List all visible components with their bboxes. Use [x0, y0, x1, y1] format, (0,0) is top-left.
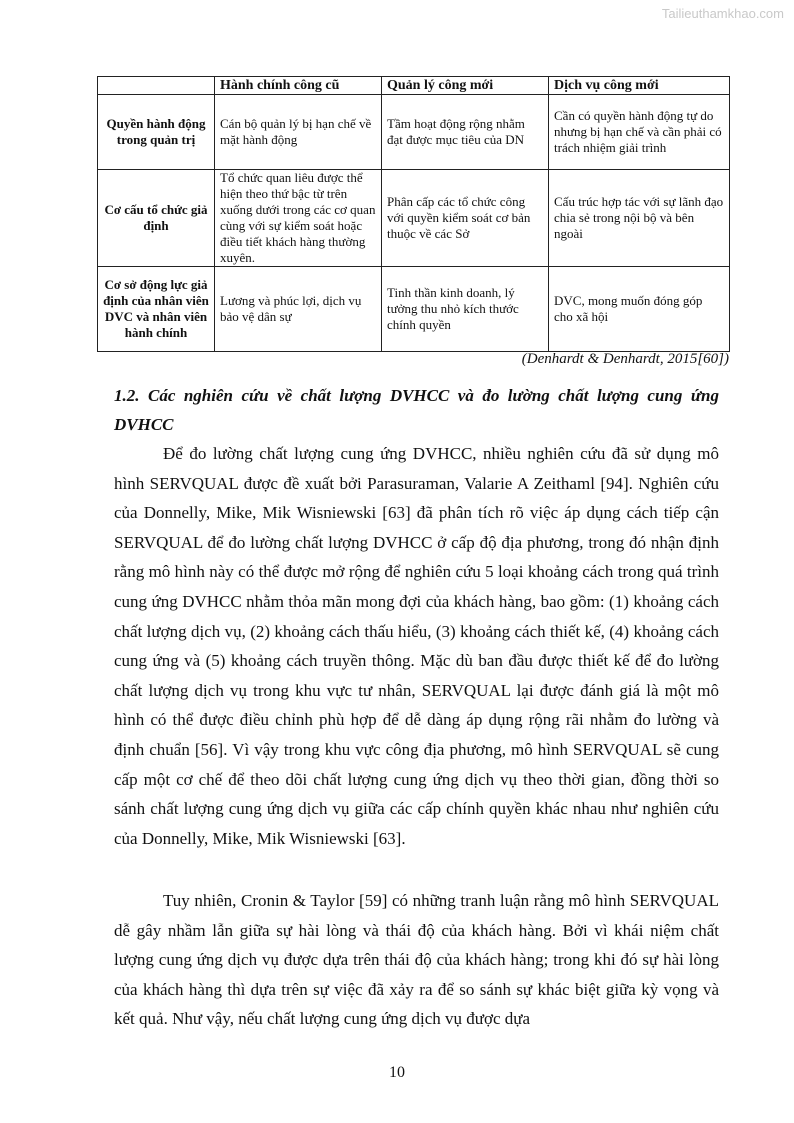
body-paragraph: Tuy nhiên, Cronin & Taylor [59] có những tranh luận rằng mô hình SERVQUAL dễ gây nhầm lẫn giữa sự hài lòng và thái độ của khách hàng. Bởi vì khái niệm chất lượng cung ứng dịch vụ được dựa trên thái độ của khách hàng; trong khi đó sự hài lòng của khách hàng thì dựa trên sự việc đã xảy ra để so sánh sự khác biệt giữa kỳ vọng và kết quả. Như vậy, nếu chất lượng cung ứng dịch vụ được dựa: [114, 891, 719, 1029]
table-header-empty: [98, 77, 215, 95]
table-header-new-management: Quản lý công mới: [382, 77, 549, 95]
table-row: [98, 170, 730, 267]
table-cell: DVC, mong muốn đóng góp cho xã hội: [549, 267, 730, 352]
table-cell: Cần có quyền hành động tự do nhưng bị hạn chế và cần phải có trách nhiệm giải trình: [549, 95, 730, 170]
row-label: Quyền hành động trong quản trị: [98, 95, 215, 170]
page-number: 10: [389, 1064, 405, 1081]
table-cell: Tinh thần kinh doanh, lý tưởng thu nhỏ kích thước chính quyền: [382, 267, 549, 352]
row-label: Cơ cấu tổ chức giả định: [98, 170, 215, 267]
body-paragraph: Để đo lường chất lượng cung ứng DVHCC, nhiều nghiên cứu đã sử dụng mô hình SERVQUAL được đề xuất bởi Parasuraman, Valarie A Zeithaml [94]. Nghiên cứu của Donnelly, Mike, Mik Wisniewski [63] đã phân tích rõ việc áp dụng cách tiếp cận SERVQUAL để đo lường chất lượng DVHCC ở cấp độ địa phương, trong đó nhận định rằng mô hình này có thể được mở rộng để nghiên cứu 5 loại khoảng cách trong quá trình cung ứng DVHCC nhằm thỏa mãn mong đợi của khách hàng, bao gồm: (1) khoảng cách chất lượng dịch vụ, (2) khoảng cách thấu hiểu, (3) khoảng cách thiết kế, (4) khoảng cách cung ứng và (5) khoảng cách truyền thông. Mặc dù ban đầu được thiết kế để đo lường chất lượng dịch vụ trong khu vực tư nhân, SERVQUAL lại được đánh giá là một mô hình có thể được điều chỉnh phù hợp để dễ dàng áp dụng rộng rãi nhằm đo lường và định chuẩn [56]. Vì vậy trong khu vực công địa phương, mô hình SERVQUAL sẽ cung cấp một cơ chế để theo dõi chất lượng cung ứng dịch vụ theo thời gian, đồng thời so sánh chất lượng cung ứng dịch vụ giữa các cấp chính quyền khác nhau như nghiên cứu của Donnelly, Mike, Mik Wisniewski [63].: [114, 444, 719, 848]
row-label: Cơ sở động lực giả định của nhân viên DVC và nhân viên hành chính: [98, 267, 215, 352]
table-cell: Tổ chức quan liêu được thể hiện theo thứ bậc từ trên xuống dưới trong các cơ quan cùng với sự kiểm soát hoặc điều tiết khách hàng thường xuyên.: [215, 170, 382, 267]
table-header-old-admin: Hành chính công cũ: [215, 77, 382, 95]
comparison-table: [97, 76, 730, 352]
table-cell: Lương và phúc lợi, dịch vụ bảo vệ dân sự: [215, 267, 382, 352]
table-cell: Cán bộ quản lý bị hạn chế về mặt hành động: [215, 95, 382, 170]
table-cell: Tầm hoạt động rộng nhằm đạt được mục tiêu của DN: [382, 95, 549, 170]
table-row: [98, 267, 730, 352]
table-row: [98, 95, 730, 170]
watermark: Tailieuthamkhao.com: [661, 6, 784, 21]
table-source-citation: (Denhardt & Denhardt, 2015[60]): [521, 351, 729, 367]
table-header-new-service: Dịch vụ công mới: [549, 77, 730, 95]
section-heading: 1.2. Các nghiên cứu về chất lượng DVHCC và đo lường chất lượng cung ứng DVHCC: [114, 386, 719, 434]
table-cell: Cấu trúc hợp tác với sự lãnh đạo chia sẻ trong nội bộ và bên ngoài: [549, 170, 730, 267]
table-cell: Phân cấp các tổ chức công với quyền kiểm soát cơ bản thuộc về các Sở: [382, 170, 549, 267]
table-header-row: [98, 77, 730, 95]
